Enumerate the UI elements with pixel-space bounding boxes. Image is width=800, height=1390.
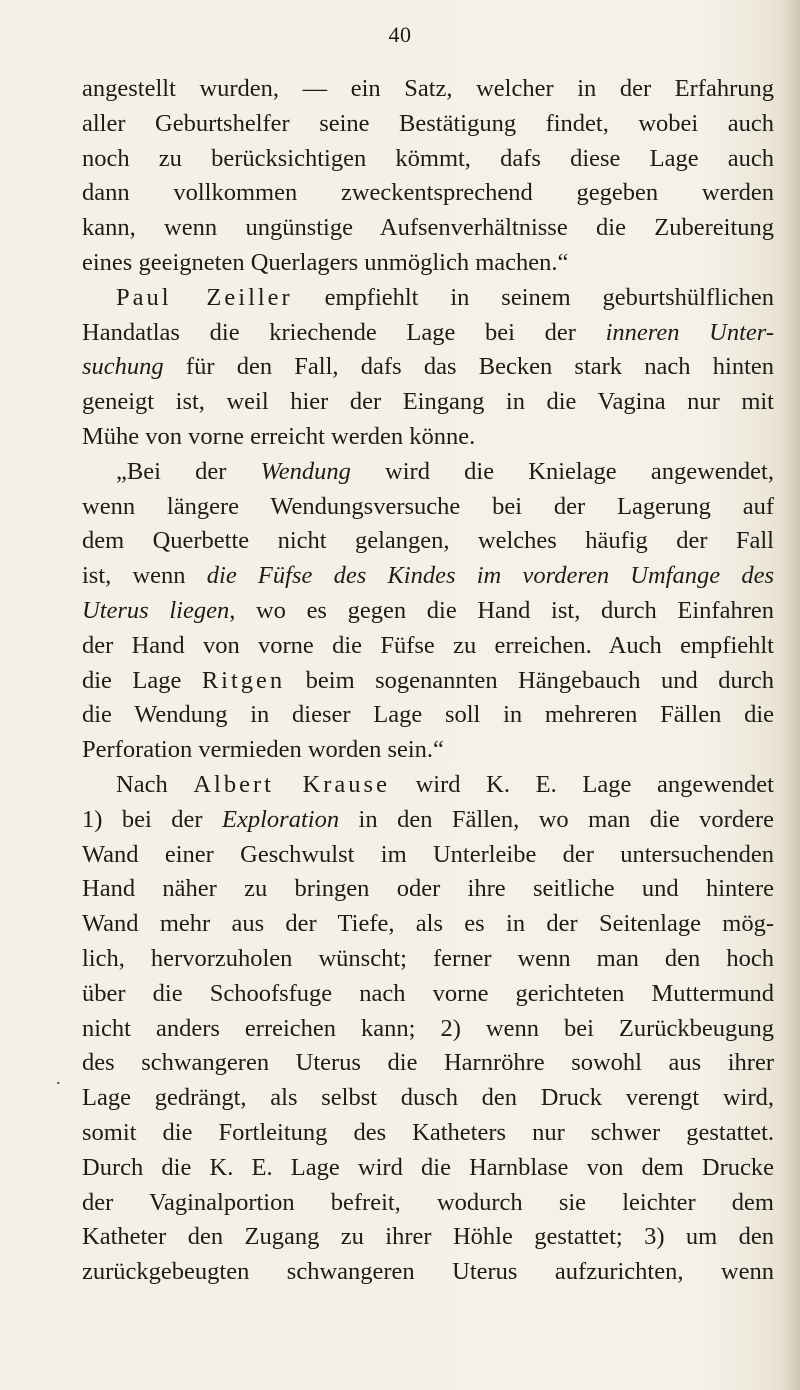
- text-run: somit die Fortleitung des Katheters nur schwer gestattet.: [82, 1118, 774, 1146]
- spaced-author-name: Ritgen: [201, 666, 286, 694]
- text-line-24: [82, 872, 774, 907]
- text-line-11: [82, 420, 774, 455]
- text-line-28: [82, 1012, 774, 1047]
- text-run: ist, wenn: [82, 562, 207, 590]
- text-line-22: [82, 803, 774, 838]
- text-run: die Wendung in dieser Lage soll in mehreren Fällen die: [82, 701, 774, 729]
- text-run: empfiehlt in seinem geburtshülflichen: [292, 283, 774, 311]
- text-run: Lage gedrängt, als selbst dusch den Druck verengt wird,: [82, 1084, 774, 1112]
- margin-mark: .: [56, 1068, 61, 1088]
- text-line-26: [82, 942, 774, 977]
- text-line-25: [82, 907, 774, 942]
- body-text: [82, 72, 774, 1290]
- text-run: beim sogenannten Hängebauch und durch: [285, 666, 774, 694]
- text-line-34: [82, 1220, 774, 1255]
- text-run: nicht anders erreichen kann; 2) wenn bei Zurückbeugung: [82, 1014, 774, 1042]
- text-run: dem Querbette nicht gelangen, welches häufig der Fall: [82, 527, 774, 555]
- spaced-author-name: Paul Zeiller: [116, 283, 293, 311]
- text-line-17: [82, 629, 774, 664]
- italic-text: die Füfse des Kindes im vorderen Umfange des: [206, 562, 774, 590]
- text-line-31: [82, 1116, 774, 1151]
- text-run: für den Fall, dafs das Becken stark nach hinten: [163, 353, 774, 381]
- text-run: wird die Knielage angewendet,: [350, 457, 774, 485]
- text-run: Handatlas die kriechende Lage bei der: [82, 318, 606, 346]
- text-run: dann vollkommen zweckentsprechend gegeben werden: [82, 179, 774, 207]
- text-line-6: [82, 246, 774, 281]
- italic-text: Wendung: [260, 457, 351, 485]
- spaced-author-name: Albert Krause: [193, 770, 390, 798]
- text-line-33: [82, 1186, 774, 1221]
- page-number: 40: [388, 22, 412, 47]
- text-line-30: [82, 1081, 774, 1116]
- text-line-27: [82, 977, 774, 1012]
- text-line-3: [82, 142, 774, 177]
- text-run: Wand einer Geschwulst im Unterleibe der untersuchenden: [82, 840, 774, 868]
- italic-text: inneren Unter-: [605, 318, 774, 346]
- text-run: wenn längere Wendungsversuche bei der Lagerung auf: [82, 492, 774, 520]
- italic-text: Exploration: [222, 805, 340, 833]
- text-run: wird K. E. Lage angewendet: [389, 770, 774, 798]
- text-run: noch zu berücksichtigen kömmt, dafs diese Lage auch: [82, 144, 774, 172]
- text-line-10: [82, 385, 774, 420]
- text-run: angestellt wurden, — ein Satz, welcher in der Erfahrung: [82, 75, 774, 102]
- text-run: 1) bei der: [82, 805, 223, 833]
- text-run: kann, wenn ungünstige Aufsenverhältnisse die Zubereitung: [82, 214, 774, 242]
- text-line-35: [82, 1255, 774, 1290]
- text-line-21: [82, 768, 774, 803]
- text-line-4: [82, 176, 774, 211]
- text-run: Durch die K. E. Lage wird die Harnblase von dem Drucke: [82, 1153, 774, 1181]
- text-run: der Hand von vorne die Füfse zu erreichen. Auch empfiehlt: [82, 631, 774, 659]
- text-line-18: [82, 664, 774, 699]
- text-line-15: [82, 559, 774, 594]
- text-line-1: [82, 72, 774, 107]
- text-run: Hand näher zu bringen oder ihre seitliche und hintere: [82, 875, 774, 903]
- italic-text: Uterus liegen,: [82, 596, 236, 624]
- text-line-2: [82, 107, 774, 142]
- text-run: wo es gegen die Hand ist, durch Einfahren: [235, 596, 774, 624]
- text-line-20: [82, 733, 774, 768]
- text-line-29: [82, 1046, 774, 1081]
- text-run: Katheter den Zugang zu ihrer Höhle gestattet; 3) um den: [82, 1223, 774, 1251]
- text-run: Perforation vermieden worden sein.“: [82, 736, 444, 764]
- text-line-14: [82, 524, 774, 559]
- text-run: „Bei der: [116, 457, 261, 485]
- text-line-12: [82, 455, 774, 490]
- text-run: Mühe von vorne erreicht werden könne.: [82, 422, 476, 450]
- text-run: Nach: [116, 770, 194, 798]
- text-line-23: [82, 838, 774, 873]
- text-line-32: [82, 1151, 774, 1186]
- text-run: die Lage: [82, 666, 202, 694]
- text-run: zurückgebeugten schwangeren Uterus aufzurichten, wenn: [82, 1258, 774, 1286]
- page-edge-shadow: [782, 0, 800, 1390]
- text-run: über die Schoofsfuge nach vorne gerichteten Muttermund: [82, 979, 774, 1007]
- text-run: in den Fällen, wo man die vordere: [339, 805, 775, 833]
- text-run: des schwangeren Uterus die Harnröhre sowohl aus ihrer: [82, 1049, 774, 1077]
- text-line-7: [82, 281, 774, 316]
- text-run: lich, hervorzuholen wünscht; ferner wenn man den hoch: [82, 944, 774, 972]
- text-line-13: [82, 490, 774, 525]
- text-run: Wand mehr aus der Tiefe, als es in der Seitenlage mög-: [82, 910, 774, 938]
- text-line-19: [82, 698, 774, 733]
- text-line-8: [82, 316, 774, 351]
- text-line-9: [82, 350, 774, 385]
- text-line-5: [82, 211, 774, 246]
- text-run: aller Geburtshelfer seine Bestätigung findet, wobei auch: [82, 109, 774, 137]
- text-run: geneigt ist, weil hier der Eingang in die Vagina nur mit: [82, 388, 774, 416]
- text-run: der Vaginalportion befreit, wodurch sie leichter dem: [82, 1188, 774, 1216]
- text-run: eines geeigneten Querlagers unmöglich machen.“: [82, 248, 569, 276]
- italic-text: suchung: [82, 353, 164, 381]
- text-line-16: [82, 594, 774, 629]
